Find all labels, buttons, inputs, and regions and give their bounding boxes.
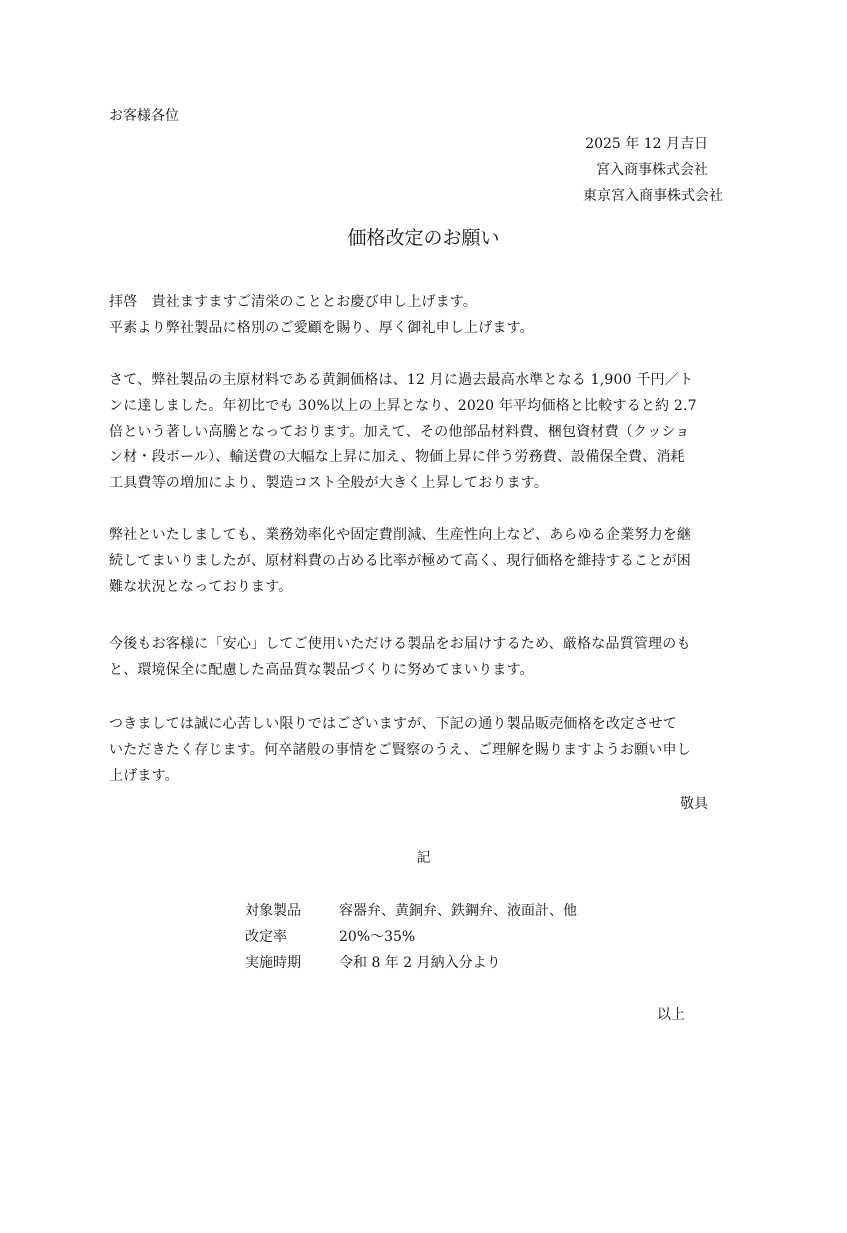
- spec-value: 令和 8 年 2 月納入分より: [339, 955, 501, 971]
- paragraph-line: ン材・段ボール）、輸送費の大幅な上昇に加え、物価上昇に伴う労務費、設備保全費、消耗: [109, 449, 685, 466]
- paragraph-line: 工具費等の増加により、製造コスト全般が大きく上昇しております。: [109, 475, 549, 492]
- paragraph-company-effort: [109, 523, 739, 600]
- paragraph-line: さて、弊社製品の主原材料である黄銅価格は、12 月に過去最高水準となる 1,900 千円／ト: [109, 372, 694, 388]
- paragraph-quality-commitment: [109, 632, 739, 684]
- paragraph-line: 倍という著しい高騰となっております。加えて、その他部品材料費、梱包資材費（クッショ: [109, 423, 690, 440]
- paragraph-request: [109, 712, 739, 789]
- ki-heading: 記: [416, 850, 431, 866]
- paragraph-line: つきましては誠に心苦しい限りではございますが、下記の通り製品販売価格を改定させて: [109, 716, 677, 732]
- paragraph-line: ンに達しました。年初比でも 30%以上の上昇となり、2020 年平均価格と比較すると約 2.7: [109, 397, 697, 414]
- paragraph-line: 今後もお客様に「安心」してご使用いただける製品をお届けするため、厳格な品質管理のも: [109, 636, 691, 652]
- paragraph-line: 弊社といたしましても、業務効率化や固定費削減、生産性向上など、あらゆる企業努力を継: [109, 527, 692, 543]
- closing-keigu: 敬具: [680, 796, 708, 812]
- paragraph-greeting: [109, 290, 739, 342]
- paragraph-line: と、環境保全に配慮した高品質な製品づくりに努めてまいります。: [109, 661, 534, 678]
- paragraph-line: 上げます。: [109, 767, 179, 784]
- addressee: お客様各位: [109, 108, 179, 124]
- spec-label: 実施時期: [245, 955, 301, 971]
- paragraph-price-increase: [109, 368, 739, 497]
- paragraph-line: いただきたく存じます。何卒諸般の事情をご賢察のうえ、ご理解を賜りますようお願い申し: [109, 741, 691, 758]
- spec-row-effective-date: [245, 949, 577, 975]
- spec-label: 対象製品: [245, 903, 301, 919]
- closing-ijou: 以上: [657, 1007, 685, 1023]
- spec-value: 20%～35%: [339, 929, 416, 945]
- paragraph-line: 難な状況となっております。: [109, 578, 293, 595]
- paragraph-line: 平素より弊社製品に格別のご愛顧を賜り、厚く御礼申し上げます。: [109, 319, 534, 336]
- spec-row-products: [245, 897, 577, 923]
- spec-row-rate: [245, 923, 577, 949]
- paragraph-line: 続してまいりましたが、原材料費の占める比率が極めて高く、現行価格を維持することが困: [109, 552, 691, 569]
- paragraph-line: 拝啓 貴社ますますご清栄のこととお慶び申し上げます。: [109, 294, 478, 310]
- letter-date: 2025 年 12 月吉日: [585, 136, 708, 152]
- sender-company-1: 宮入商事株式会社: [596, 162, 708, 178]
- revision-details-table: [245, 897, 577, 975]
- letter-title: 価格改定のお願い: [347, 227, 500, 249]
- spec-value: 容器弁、黄銅弁、鉄鋼弁、液面計、他: [339, 903, 577, 919]
- spec-label: 改定率: [245, 929, 287, 945]
- sender-company-2: 東京宮入商事株式会社: [583, 188, 723, 204]
